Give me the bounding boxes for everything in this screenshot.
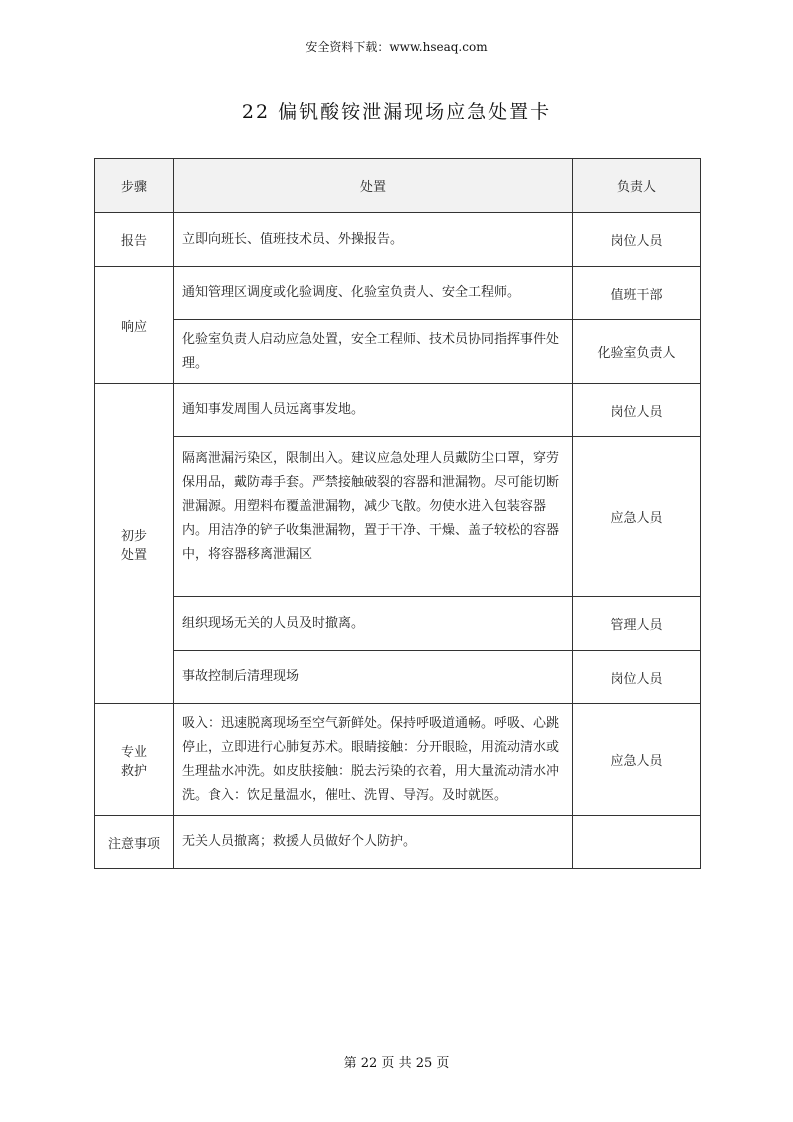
action-cell: 通知事发周围人员远离事发地。 [174, 384, 573, 437]
owner-cell: 岗位人员 [573, 651, 701, 704]
action-cell: 通知管理区调度或化验调度、化验室负责人、安全工程师。 [174, 267, 573, 320]
column-header-action: 处置 [174, 159, 573, 213]
column-header-owner: 负责人 [573, 159, 701, 213]
step-cell-report: 报告 [95, 213, 174, 267]
action-cell: 组织现场无关的人员及时撤离。 [174, 597, 573, 651]
table-row [95, 597, 701, 651]
action-cell: 吸入：迅速脱离现场至空气新鲜处。保持呼吸道通畅。呼吸、心跳停止，立即进行心肺复苏术。眼睛接触：分开眼睑，用流动清水或生理盐水冲洗。如皮肤接触：脱去污染的衣着，用大量流动清水冲洗。食入：饮足量温水，催吐、洗胃、导泻。及时就医。 [174, 704, 573, 816]
page-footer: 第 22 页 共 25 页 [343, 1056, 450, 1071]
action-cell: 隔离泄漏污染区，限制出入。建议应急处理人员戴防尘口罩，穿劳保用品，戴防毒手套。严禁接触破裂的容器和泄漏物。尽可能切断泄漏源。用塑料布覆盖泄漏物，减少飞散。勿使水进入包装容器内。用洁净的铲子收集泄漏物，置于干净、干燥、盖子较松的容器中，将容器移离泄漏区 [174, 437, 573, 597]
table-row [95, 213, 701, 267]
step-cell-initial-handling [95, 384, 174, 704]
action-cell: 无关人员撤离；救援人员做好个人防护。 [174, 816, 573, 869]
owner-cell: 值班干部 [573, 267, 701, 320]
step-label-line: 专业 [120, 744, 147, 760]
owner-cell: 岗位人员 [573, 384, 701, 437]
owner-cell: 化验室负责人 [573, 320, 701, 384]
step-label-line: 初步 [120, 528, 147, 544]
step-label-line: 处置 [120, 547, 147, 563]
table-row [95, 437, 701, 597]
table-row [95, 704, 701, 816]
action-cell: 事故控制后清理现场 [174, 651, 573, 704]
document-title: 22 偏钒酸铵泄漏现场应急处置卡 [241, 101, 552, 123]
owner-cell: 岗位人员 [573, 213, 701, 267]
page-header: 安全资料下载：www.hseaq.com [305, 40, 488, 54]
table-header-row [95, 159, 701, 213]
column-header-step: 步骤 [95, 159, 174, 213]
owner-cell [573, 816, 701, 869]
step-cell-professional-rescue [95, 704, 174, 816]
action-cell: 化验室负责人启动应急处置，安全工程师、技术员协同指挥事件处理。 [174, 320, 573, 384]
table-row [95, 651, 701, 704]
owner-cell: 应急人员 [573, 704, 701, 816]
owner-cell: 管理人员 [573, 597, 701, 651]
emergency-card-table [94, 158, 701, 869]
step-cell-response: 响应 [95, 267, 174, 384]
table-row [95, 816, 701, 869]
owner-cell: 应急人员 [573, 437, 701, 597]
action-cell: 立即向班长、值班技术员、外操报告。 [174, 213, 573, 267]
table-row [95, 384, 701, 437]
step-cell-notes: 注意事项 [95, 816, 174, 869]
table-row [95, 320, 701, 384]
table-row [95, 267, 701, 320]
step-label-line: 救护 [120, 763, 147, 779]
